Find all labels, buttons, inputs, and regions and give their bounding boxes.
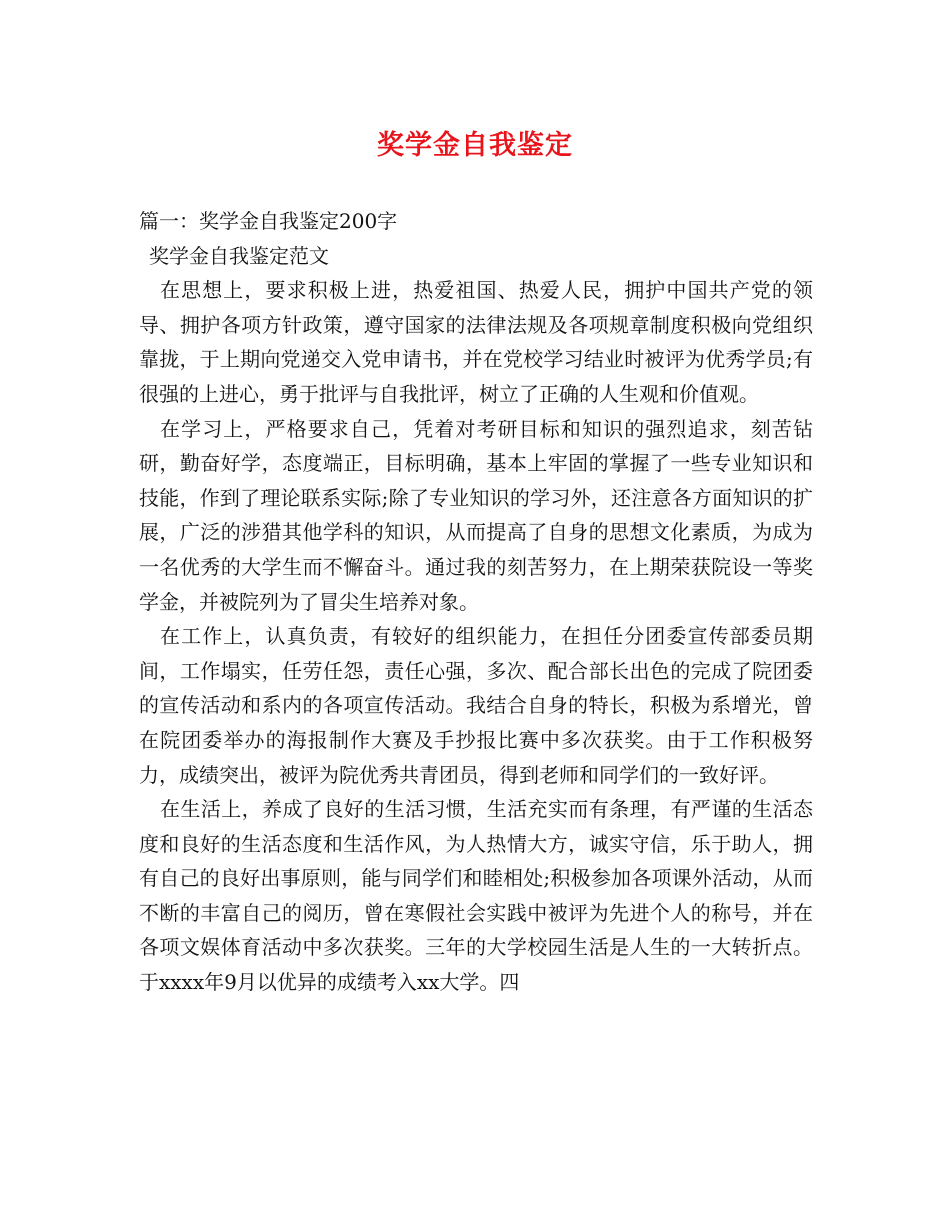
paragraph-life: 在生活上，养成了良好的生活习惯，生活充实而有条理，有严谨的生活态度和良好的生活态度和生活作风，为人热情大方，诚实守信，乐于助人，拥有自己的良好出事原则，能与同学们和睦相处;积极参加各项课外活动，从而不断的丰富自己的阅历，曾在寒假社会实践中被评为先进个人的称号，并在各项文娱体育活动中多次获奖。三年的大学校园生活是人生的一大转折点。于xxxx年9月以优异的成绩考入xx大学。四	[139, 797, 813, 995]
document-body	[139, 204, 813, 1000]
paragraph-work: 在工作上，认真负责，有较好的组织能力，在担任分团委宣传部委员期间，工作塌实，任劳任怨，责任心强，多次、配合部长出色的完成了院团委的宣传活动和系内的各项宣传活动。我结合自身的特长，积极为系增光，曾在院团委举办的海报制作大赛及手抄报比赛中多次获奖。由于工作积极努力，成绩突出，被评为院优秀共青团员，得到老师和同学们的一致好评。	[139, 624, 813, 787]
document-title: 奖学金自我鉴定	[377, 130, 573, 161]
paragraph-thought: 在思想上，要求积极上进，热爱祖国、热爱人民，拥护中国共产党的领导、拥护各项方针政策，遵守国家的法律法规及各项规章制度积极向党组织靠拢，于上期向党递交入党申请书，并在党校学习结业时被评为优秀学员;有很强的上进心，勇于批评与自我批评，树立了正确的人生观和价值观。	[139, 278, 813, 406]
sub-heading: 奖学金自我鉴定范文	[149, 243, 329, 268]
section-heading: 篇一：奖学金自我鉴定200字	[139, 209, 398, 233]
paragraph-study: 在学习上，严格要求自己，凭着对考研目标和知识的强烈追求，刻苦钻研，勤奋好学，态度端正，目标明确，基本上牢固的掌握了一些专业知识和技能，作到了理论联系实际;除了专业知识的学习外，还注意各方面知识的扩展，广泛的涉猎其他学科的知识，从而提高了自身的思想文化素质，为成为一名优秀的大学生而不懈奋斗。通过我的刻苦努力，在上期荣获院设一等奖学金，并被院列为了冒尖生培养对象。	[139, 416, 813, 614]
